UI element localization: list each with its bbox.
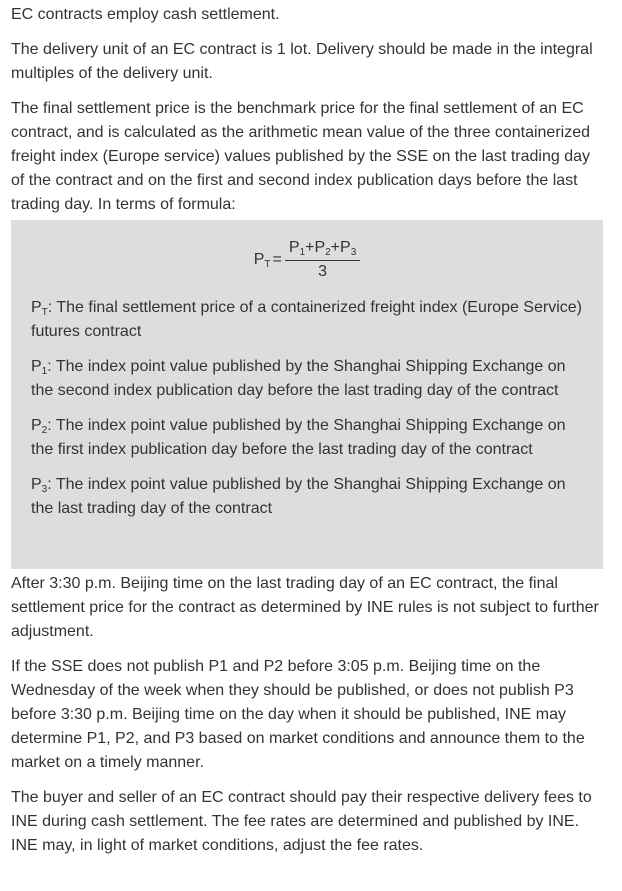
def-symbol: P bbox=[31, 476, 42, 493]
formula-equals: = bbox=[272, 251, 282, 268]
num-sub1: 1 bbox=[299, 246, 306, 258]
num-p1: P bbox=[288, 238, 300, 256]
def-sub: T bbox=[41, 307, 48, 318]
definition-p1 bbox=[31, 355, 583, 403]
def-sub: 2 bbox=[41, 425, 48, 436]
num-sub3: 3 bbox=[350, 246, 357, 258]
num-sub2: 2 bbox=[325, 246, 331, 258]
num-p3: P bbox=[340, 238, 351, 256]
def-symbol: P bbox=[31, 358, 42, 375]
num-plus2: + bbox=[330, 238, 341, 256]
def-text: : The index point value published by the Shanghai Shipping Exchange on the first index publication day before the last trading day of the contract bbox=[31, 417, 566, 458]
settlement-formula bbox=[31, 232, 583, 288]
formula-lhs-symbol: P bbox=[253, 251, 265, 268]
def-sub: 1 bbox=[41, 366, 48, 377]
formula-fraction bbox=[285, 238, 360, 283]
paragraph-sse-publication: If the SSE does not publish P1 and P2 before 3:05 p.m. Beijing time on the Wednesday of the week when they should be published, or does not publish P3 before 3:30 p.m. Beijing time on the day when it should be published, INE may determine P1, P2, and P3 based on market conditions and announce them to the market on a timely manner. bbox=[11, 658, 585, 771]
def-symbol: P bbox=[31, 417, 42, 434]
def-text: : The final settlement price of a containerized freight index (Europe Service) futures contract bbox=[31, 299, 582, 340]
paragraph-delivery-unit: The delivery unit of an EC contract is 1 lot. Delivery should be made in the integral multiples of the delivery unit. bbox=[11, 41, 593, 82]
def-text: : The index point value published by the Shanghai Shipping Exchange on the second index publication day before the last trading day of the contract bbox=[31, 358, 566, 399]
num-p2: P bbox=[314, 238, 326, 256]
paragraph-final-settlement-price: The final settlement price is the benchmark price for the final settlement of an EC contract, and is calculated as the arithmetic mean value of the three containerized freight index (Europe service) values published by the SSE on the last trading day of the contract and on the first and second index publication days before the last trading day. In terms of formula: bbox=[11, 100, 590, 213]
formula-lhs bbox=[254, 248, 271, 272]
def-symbol: P bbox=[31, 299, 42, 316]
definition-p3 bbox=[31, 473, 583, 521]
definition-p2 bbox=[31, 414, 583, 462]
formula-lhs-sub: T bbox=[264, 259, 271, 270]
def-sub: 3 bbox=[41, 484, 48, 495]
formula-numerator bbox=[285, 238, 360, 261]
paragraph-no-adjustment: After 3:30 p.m. Beijing time on the last trading day of an EC contract, the final settlement price for the contract as determined by INE rules is not subject to further adjustment. bbox=[11, 575, 599, 640]
definition-pt bbox=[31, 296, 583, 344]
paragraph-cash-settlement: EC contracts employ cash settlement. bbox=[11, 6, 280, 23]
formula-denominator: 3 bbox=[318, 262, 327, 280]
formula-box bbox=[11, 220, 603, 569]
def-text: : The index point value published by the Shanghai Shipping Exchange on the last trading day of the contract bbox=[31, 476, 566, 517]
paragraph-delivery-fees: The buyer and seller of an EC contract should pay their respective delivery fees to INE during cash settlement. The fee rates are determined and published by INE. INE may, in light of market conditions, adjust the fee rates. bbox=[11, 789, 592, 854]
num-plus1: + bbox=[305, 238, 315, 256]
